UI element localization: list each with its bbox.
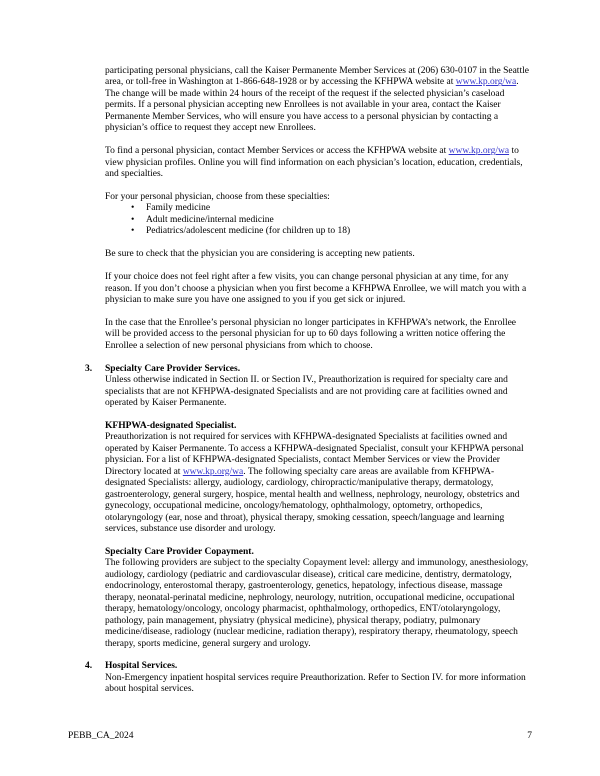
document-body (85, 66, 532, 707)
bullet-icon: • (131, 203, 135, 214)
section-3-number: 3. (85, 363, 93, 374)
paragraph-find-physician (105, 146, 532, 180)
footer-document-id: PEBB_CA_2024 (68, 731, 134, 741)
paragraph-text: To find a personal physician, contact Member Services or access the KFHPWA website at (105, 146, 449, 157)
list-item-family-medicine (105, 203, 532, 214)
section-3-heading: Specialty Care Provider Services. (105, 363, 241, 374)
bullet-icon: • (131, 214, 135, 225)
kp-website-link[interactable]: www.kp.org/wa (182, 466, 244, 477)
kp-website-link[interactable]: www.kp.org/wa (448, 146, 510, 157)
paragraph-network-departure: In the case that the Enrollee’s personal physician no longer participates in KFHPWA’s network, the Enrollee will be provided access to the personal physician for up to 60 days following a written notice offering the Enrollee a selection of new personal physicians from which to choose. (105, 317, 517, 351)
paragraph-change-physician (105, 66, 532, 135)
paragraph-text: Preauthorization is not required for services with KFHPWA-designated Specialists at facilities owned and operated by Kaiser Permanente. To access a KFHPWA-designated Specialist, consult your KFHPWA personal physician. For a list of KFHPWA-designated Specialists, contact Member Services or view the Provider Directory located at (105, 432, 524, 477)
paragraph-change-anytime: If your choice does not feel right after a few visits, you can change personal physician at any time, for any reason. If you don’t choose a physician when you first become a KFHPWA Enrollee, we will match you with a physician to make sure you have one assigned to you if you get sick or injured. (105, 272, 527, 305)
designated-specialist-heading: KFHPWA-designated Specialist. (105, 420, 237, 431)
section-4-heading: Hospital Services. (105, 661, 178, 672)
paragraph-text: . The following specialty care areas are available from KFHPWA-designated Specialists: allergy, audiology, cardiology, chiropractic/manipulative therapy, dermatology, gastroenterology, general surgery, hospice, mental health and wellness, nephrology, neurology, obstetrics and gynecology, occupational medicine, oncology/hematology, ophthalmology, optometry, orthopedics, otolaryngology (ear, nose and throat), physical therapy, smoking cessation, speech/language and learning services, substance use disorder and urology. (105, 466, 520, 535)
kp-website-link[interactable]: www.kp.org/wa (455, 77, 517, 88)
footer-page-number: 7 (527, 731, 532, 741)
page-footer (68, 731, 532, 742)
designated-specialist-body (105, 432, 532, 535)
paragraph-accepting-patients: Be sure to check that the physician you are considering is accepting new patients. (105, 249, 415, 260)
section-3 (85, 363, 532, 650)
section-4-body: Non-Emergency inpatient hospital services require Preauthorization. Refer to Section IV. for more information about hospital services. (105, 672, 526, 695)
list-item-adult-medicine (105, 215, 532, 226)
copayment-body: The following providers are subject to the specialty Copayment level: allergy and immunology, anesthesiology, audiology, cardiology (pediatric and cardiovascular disease), critical care medicine, dentistry, dermatology, endocrinology, enterostomal therapy, gastroenterology, genetics, hepatology, infectious disease, massage therapy, neonatal-perinatal medicine, nephrology, neurology, nutrition, occupational medicine, occupational therapy, hematology/oncology, oncology pharmacist, ophthalmology, orthopedics, ENT/otolaryngology, pathology, pain management, physiatry (physical medicine), physical therapy, podiatry, pulmonary medicine/disease, radiology (nuclear medicine, radiation therapy), respiratory therapy, rheumatology, speech therapy, sports medicine, general surgery and urology. (105, 558, 529, 649)
list-item-label: Pediatrics/adolescent medicine (for children up to 18) (146, 226, 351, 237)
section-4-number: 4. (85, 661, 93, 672)
specialties-intro: For your personal physician, choose from these specialties: (105, 191, 330, 202)
paragraph-text: to view physician profiles. Online you will find information on each physician’s location, education, credentials, and specialties. (105, 146, 523, 180)
list-item-label: Family medicine (146, 203, 211, 214)
section-3-body: Unless otherwise indicated in Section II. or Section IV., Preauthorization is required for specialty care and specialists that are not KFHPWA-designated Specialists and are not providing care at facilities owned and operated by Kaiser Permanente. (105, 375, 508, 409)
bullet-icon: • (131, 226, 135, 237)
paragraph-text: participating personal physicians, call the Kaiser Permanente Member Services at (206) 630-0107 in the Seattle area, or toll-free in Washington at 1-866-648-1928 or by accessing the KFHPWA website at (105, 66, 529, 88)
list-item-pediatrics (105, 226, 532, 237)
specialties-list (105, 203, 532, 237)
paragraph-text: . The change will be made within 24 hours of the receipt of the request if the selected physician’s caseload permits. If a personal physician accepting new Enrollees is not available in your area, contact the Kaiser Permanente Member Services, who will ensure you have access to a personal physician by contacting a physician’s office to request they accept new Enrollees. (105, 77, 519, 134)
copayment-heading: Specialty Care Provider Copayment. (105, 546, 254, 557)
list-item-label: Adult medicine/internal medicine (146, 214, 274, 225)
section-4 (85, 661, 532, 695)
